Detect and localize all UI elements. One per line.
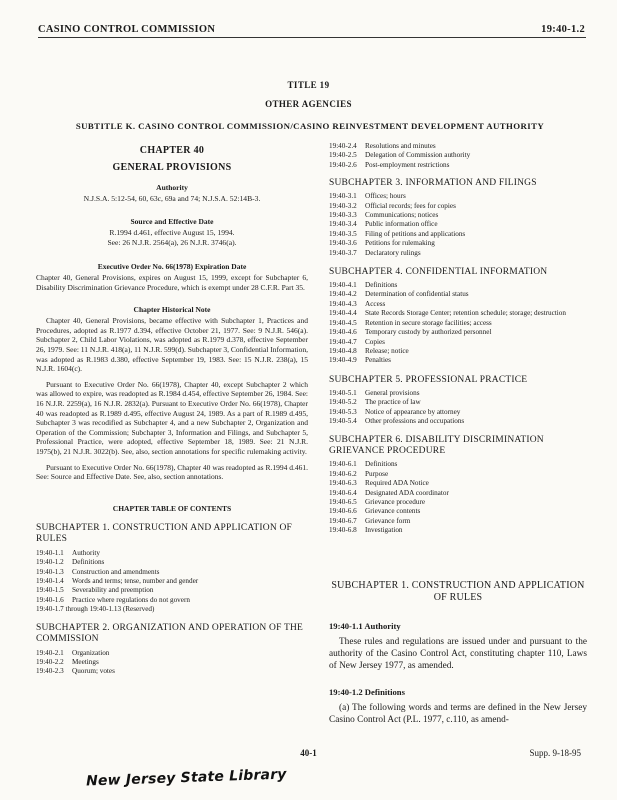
toc-subchapter-2-continued [329,142,587,170]
toc-item: 19:40-6.8 Investigation [329,526,403,535]
page-number: 40-1 [300,748,317,758]
toc-item: 19:40-4.8 Release; notice [329,346,409,355]
toc-item: 19:40-3.3 Communications; notices [329,211,439,220]
toc-item: 19:40-5.2 The practice of law [329,398,421,407]
toc-subchapter-4-title: SUBCHAPTER 4. CONFIDENTIAL INFORMATION [329,267,548,278]
toc-item: 19:40-6.4 Designated ADA coordinator [329,488,449,497]
text-subchapter-1-title: SUBCHAPTER 1. CONSTRUCTION AND APPLICATION OF RULES [331,579,585,603]
toc-item: 19:40-1.6 Practice where regulations do not govern [36,595,190,604]
toc-item: 19:40-3.7 Declaratory rulings [329,248,421,257]
toc-item: 19:40-3.5 Filing of petitions and applications [329,229,466,238]
toc-item: 19:40-4.1 Definitions [329,281,398,290]
toc-subchapter-2-title: SUBCHAPTER 2. ORGANIZATION AND OPERATION OF THE COMMISSION [36,622,304,644]
left-column [36,142,308,677]
title-number: TITLE 19 [287,80,330,90]
toc-subchapter-6-title: SUBCHAPTER 6. DISABILITY DISCRIMINATION GRIEVANCE PROCEDURE [329,435,544,457]
toc-item: 19:40-1.4 Words and terms; tense, number and gender [36,576,199,585]
source-line-2: See: 26 N.J.R. 2564(a), 26 N.J.R. 3746(a). [107,238,237,247]
toc-subchapter-1-title: SUBCHAPTER 1. CONSTRUCTION AND APPLICATION OF RULES [36,522,293,544]
agencies-heading: OTHER AGENCIES [265,99,352,109]
toc-item: 19:40-1.3 Construction and amendments [36,567,160,576]
toc-subchapter-5-title: SUBCHAPTER 5. PROFESSIONAL PRACTICE [329,374,528,385]
toc-item: 19:40-4.9 Penalties [329,356,391,365]
toc-subchapter-1-list [36,549,308,615]
toc-item: 19:40-1.1 Authority [36,548,100,557]
toc-item: 19:40-4.2 Determination of confidential status [329,290,469,299]
toc-item: 19:40-6.6 Grievance contents [329,507,421,516]
toc-item: 19:40-6.2 Purpose [329,469,389,478]
toc-item: 19:40-2.2 Meetings [36,657,99,666]
toc-subchapter-2-list [36,649,308,677]
toc-item: 19:40-3.2 Official records; fees for copies [329,201,456,210]
toc-item: 19:40-2.5 Delegation of Commission authority [329,151,471,160]
toc-item: 19:40-6.1 Definitions [329,460,398,469]
toc-subchapter-3-title: SUBCHAPTER 3. INFORMATION AND FILINGS [329,178,537,189]
toc-item: 19:40-4.4 State Records Storage Center; retention schedule; storage; destruction [329,309,566,318]
toc-item: 19:40-3.4 Public information office [329,220,438,229]
historical-note-p1: Chapter 40, General Provisions, became effective with Subchapter 1, Practices and Procedures, adopted as R.1977 d.394, effective October 21, 1977. See: 9 N.J.R. 546(a). Subchapter 2, Child Labor Violations, was adopted as R.1979 d.378, effective September 26, 1979. See: 11 N.J.R. 418(a), 11 N.J.R. 599(d). Subchapter 3, Confidential Information, was adopted as R.1983 d.380, effective September 19, 1983. See: 15 N.J.R. 238(a), 15 N.J.R. 1604(c). [36,316,308,374]
toc-item: 19:40-3.6 Petitions for rulemaking [329,239,435,248]
exec-order-heading: Executive Order No. 66(1978) Expiration Date [97,262,247,271]
subtitle-heading: SUBTITLE K. CASINO CONTROL COMMISSION/CASINO REINVESTMENT DEVELOPMENT AUTHORITY [75,121,545,131]
exec-order-text: Chapter 40, General Provisions, expires on August 15, 1999, except for Subchapter 6, Disability Discrimination Grievance Procedure, which is exempt under 28 C.F.R. Part 35. [36,273,308,292]
library-stamp: New Jersey State Library [85,766,287,790]
toc-subchapter-5-list [329,389,587,427]
running-header-left: CASINO CONTROL COMMISSION [38,24,216,35]
section-1-1-heading: 19:40-1.1 Authority [329,620,401,631]
toc-item: 19:40-4.5 Retention in secure storage facilities; access [329,318,492,327]
toc-item: 19:40-4.7 Copies [329,337,385,346]
toc-item: 19:40-2.1 Organization [36,648,110,657]
historical-note-p2: Pursuant to Executive Order No. 66(1978), Chapter 40, except Subchapter 2 which was allowed to expire, was readopted as R.1984 d.454, effective September 26, 1984. See: 16 N.J.R. 2259(a), 16 N.J.R. 2832(a). Pursuant to Executive Order No. 66(1978), Chapter 40 was readopted as R.1989 d.495, effective August 24, 1989. As a part of R.1989 d.495, Subchapter 3 was recodified as Subchapter 4, and a new Subchapter 2, Organization and Operation of the Commission; Subchapter 3, Information and Filings, and Subchapter 5, Professional Practice, were adopted, effective September 18, 1989. See: 21 N.J.R. 1975(b), 21 N.J.R. 3022(b). See, also, section annotations for specific rulemaking activity. [36,379,308,456]
toc-item: 19:40-5.3 Notice of appearance by attorney [329,407,461,416]
toc-item: 19:40-2.4 Resolutions and minutes [329,142,436,150]
toc-item: 19:40-4.3 Access [329,299,386,308]
supplement-date: Supp. 9-18-95 [529,748,581,758]
toc-item: 19:40-6.7 Grievance form [329,516,411,525]
source-line-1: R.1994 d.461, effective August 15, 1994. [109,228,235,237]
toc-item: 19:40-6.5 Grievance procedure [329,497,426,506]
toc-item: 19:40-3.1 Offices; hours [329,192,406,201]
toc-subchapter-3-list [329,192,587,258]
toc-subchapter-6-list [329,460,587,535]
toc-reserved: 19:40-1.7 through 19:40-1.13 (Reserved) [36,605,155,614]
chapter-number: CHAPTER 40 [139,145,205,156]
toc-item: 19:40-5.4 Other professions and occupations [329,416,465,425]
toc-item: 19:40-5.1 General provisions [329,388,420,397]
header-rule [38,37,586,38]
section-1-2-text: (a) The following words and terms are defined in the New Jersey Casino Control Act (P.L. 1977, c.110, as amend- [329,702,587,725]
toc-item: 19:40-6.3 Required ADA Notice [329,479,429,488]
toc-item: 19:40-2.3 Quorum; votes [36,667,115,676]
historical-note-heading: Chapter Historical Note [133,305,211,315]
right-column [329,142,587,726]
toc-item: 19:40-1.2 Definitions [36,558,105,567]
section-1-1-text: These rules and regulations are issued under and pursuant to the authority of the Casino Control Act, constituting chapter 110, Laws of New Jersey 1977, as amended. [329,636,587,671]
authority-text: N.J.S.A. 5:12-54, 60, 63c, 69a and 74; N.J.S.A. 52:14B-3. [83,194,261,203]
chapter-name: GENERAL PROVISIONS [112,162,232,173]
toc-item: 19:40-1.5 Severability and preemption [36,586,154,595]
toc-subchapter-4-list [329,281,587,366]
toc-heading: CHAPTER TABLE OF CONTENTS [112,503,232,513]
authority-heading: Authority [156,183,188,192]
section-1-2-heading: 19:40-1.2 Definitions [329,686,405,697]
toc-item: 19:40-2.6 Post-employment restrictions [329,160,450,169]
historical-note-p3: Pursuant to Executive Order No. 66(1978), Chapter 40 was readopted as R.1994 d.461. See: Source and Effective Date. See, also, section annotations. [36,462,308,482]
toc-item: 19:40-4.6 Temporary custody by authorized personnel [329,328,492,337]
source-heading: Source and Effective Date [130,217,214,226]
running-header-right: 19:40-1.2 [541,24,585,35]
